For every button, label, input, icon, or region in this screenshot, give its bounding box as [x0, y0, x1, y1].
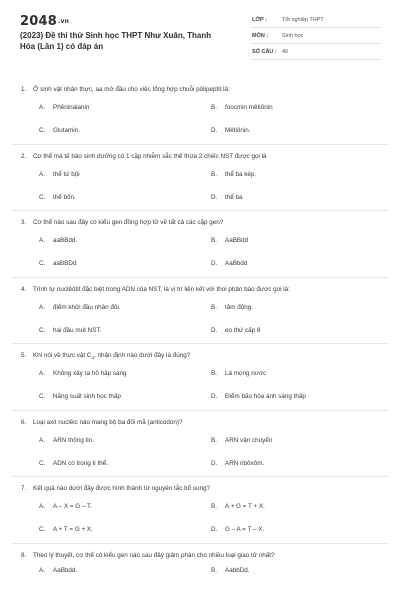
option-letter: C. [39, 260, 46, 267]
option-text: eo thứ cấp 8 [225, 326, 261, 334]
option-d[interactable] [211, 526, 264, 533]
meta-count [252, 46, 380, 60]
option-letter: C. [39, 393, 46, 400]
option-letter: D. [211, 526, 218, 533]
question-stem [21, 219, 389, 226]
option-letter: A. [39, 170, 45, 178]
option-letter: C. [39, 526, 46, 533]
question-item [12, 278, 388, 345]
option-d[interactable] [211, 393, 306, 400]
option-b[interactable] [211, 567, 250, 574]
question-item [12, 344, 388, 411]
option-letter: B. [211, 170, 217, 178]
question-text-rest: , nhận định nào dưới đây là đúng? [93, 352, 191, 359]
question-item [12, 145, 388, 212]
option-d[interactable] [211, 460, 264, 467]
option-text: A + G = T + X. [225, 503, 265, 510]
option-b[interactable] [211, 437, 272, 444]
option-c[interactable] [39, 393, 121, 400]
option-a[interactable] [39, 567, 77, 574]
option-a[interactable] [39, 503, 92, 510]
option-letter: B. [211, 503, 217, 510]
question-item [12, 78, 388, 145]
option-b[interactable] [211, 304, 253, 311]
question-list [0, 78, 400, 600]
option-letter: B. [211, 370, 217, 377]
option-text: ARN thông tin. [53, 436, 94, 444]
option-letter: A. [39, 303, 45, 311]
question-stem [21, 552, 389, 559]
option-letter: C. [39, 193, 46, 201]
meta-class-label: LỚP : [252, 17, 267, 23]
option-text: Mêtiônin. [225, 127, 251, 134]
option-b[interactable] [211, 171, 256, 178]
option-text: AaBbdd [225, 260, 248, 267]
option-text: thể ba [225, 193, 243, 201]
option-letter: A. [39, 566, 45, 574]
option-d[interactable] [211, 127, 251, 134]
question-text-subscript: 4 [91, 355, 94, 361]
option-a[interactable] [39, 237, 77, 244]
question-text: Ở sinh vật nhân thực, aa mở đầu cho việc tổng hợp chuỗi pôlipeptit là: [33, 86, 230, 93]
option-b[interactable] [211, 370, 266, 377]
question-stem [21, 86, 389, 93]
option-text: A – X = G – T. [53, 503, 92, 510]
question-number: 7. [21, 485, 27, 492]
option-c[interactable] [39, 194, 76, 201]
question-item [12, 211, 388, 278]
option-letter: C. [39, 127, 46, 134]
meta-count-label: SỐ CÂU : [252, 49, 277, 55]
option-text: điểm khởi đầu nhân đôi. [53, 303, 121, 311]
question-stem [21, 153, 389, 160]
option-c[interactable] [39, 127, 80, 134]
option-b[interactable] [211, 503, 265, 510]
question-text: Trình tự nuclêôtit đặc biệt trong ADN của NST, là vị trí liên kết với thoi phân bào được gọi là: [33, 285, 290, 293]
question-text: Kết quả nào dưới đây được hình thành từ nguyên tắc bổ sung? [33, 485, 211, 492]
question-stem [21, 352, 389, 360]
option-letter: B. [211, 237, 217, 244]
meta-count-value: 40 [282, 49, 289, 55]
option-c[interactable] [39, 327, 101, 334]
option-text: thể bốn. [53, 193, 76, 201]
option-letter: C. [39, 459, 46, 467]
option-letter: D. [211, 393, 218, 400]
meta-class-value: Tốt nghiệp THPT [282, 17, 324, 23]
option-text: AaBbdd. [53, 566, 78, 574]
exam-meta [252, 14, 380, 62]
option-letter: A. [39, 370, 45, 377]
option-letter: D. [211, 459, 218, 467]
question-number: 2. [21, 152, 27, 160]
exam-title: (2023) Đề thi thử Sinh học THPT Như Xuân, Thanh Hóa (Lần 1) có đáp án [20, 31, 212, 51]
question-item [12, 477, 388, 544]
option-text: ADN có trong ti thể. [53, 459, 108, 467]
option-letter: A. [39, 237, 45, 244]
meta-class [252, 14, 380, 28]
option-a[interactable] [39, 437, 94, 444]
question-number: 3. [21, 219, 27, 226]
question-number: 4. [21, 285, 27, 293]
option-d[interactable] [211, 260, 247, 267]
question-text: Loại axit nuclêic nào mang bộ ba đối mã (anticodon)? [33, 418, 183, 426]
option-letter: A. [39, 503, 45, 510]
option-a[interactable] [39, 370, 127, 377]
option-c[interactable] [39, 526, 93, 533]
question-stem [21, 419, 389, 426]
option-b[interactable] [211, 104, 273, 111]
option-text: G – A = T – X. [225, 526, 265, 533]
option-text: Phêninalanin [53, 104, 90, 111]
option-d[interactable] [211, 194, 243, 201]
brand-logo[interactable] [20, 14, 69, 29]
question-item [12, 411, 388, 478]
option-text: hai đầu mút NST. [53, 326, 102, 334]
question-text: Cơ thể nào sau đây có kiểu gen đồng hợp tử về tất cả các cặp gen? [33, 219, 224, 226]
option-d[interactable] [211, 327, 260, 334]
option-text: foocmin mêtiônin [225, 104, 273, 111]
option-letter: B. [211, 303, 217, 311]
meta-subject-value: Sinh học [282, 33, 304, 39]
option-letter: B. [211, 436, 217, 444]
question-text: Cơ thể mà tế bào sinh dưỡng có 1 cặp nhiễm sắc thể thừa 2 chiếc NST được gọi là [33, 152, 267, 160]
option-a[interactable] [39, 304, 121, 311]
option-text: AaBBdd [225, 237, 249, 244]
option-text: Glutamin. [53, 127, 80, 134]
option-letter: D. [211, 127, 218, 134]
option-text: aaBBDd [53, 260, 77, 267]
question-number: 5. [21, 352, 27, 359]
meta-subject [252, 30, 380, 44]
option-text: thể tứ bội [53, 170, 80, 178]
meta-subject-label: MÔN : [252, 33, 269, 39]
option-text: A + T = G + X. [53, 526, 93, 533]
question-stem [21, 286, 389, 293]
option-a[interactable] [39, 171, 80, 178]
option-letter: B. [211, 566, 217, 574]
option-letter: D. [211, 193, 218, 201]
option-c[interactable] [39, 260, 76, 267]
brand-suffix: .vn [57, 18, 70, 25]
question-number: 1. [21, 86, 27, 93]
option-text: Lá mọng nước [225, 370, 267, 377]
option-text: thể ba kép. [225, 170, 257, 178]
option-letter: A. [39, 104, 45, 111]
option-text: Không xảy ra hô hấp sáng [53, 370, 127, 377]
question-text: Khi nói về thực vật C [33, 352, 92, 359]
brand-name: 2048 [20, 14, 57, 29]
option-text: tâm động. [225, 303, 254, 311]
option-text: ARN vận chuyển [225, 436, 273, 444]
option-letter: C. [39, 326, 46, 334]
question-number: 8. [21, 551, 27, 559]
option-letter: B. [211, 104, 217, 111]
question-item [12, 544, 388, 600]
option-text: Điểm bão hòa ánh sáng thấp [225, 393, 306, 400]
page-header [0, 0, 400, 64]
question-number: 6. [21, 418, 27, 426]
option-c[interactable] [39, 460, 108, 467]
question-stem [21, 485, 389, 492]
option-text: Năng suất sinh học thấp [53, 393, 121, 400]
option-letter: D. [211, 260, 218, 267]
option-text: aaBBdd. [53, 237, 78, 244]
option-b[interactable] [211, 237, 248, 244]
question-text: Theo lý thuyết, cơ thể có kiểu gen nào sau đây giảm phân cho nhiều loại giao tử nhất? [33, 551, 275, 559]
option-letter: A. [39, 436, 45, 444]
option-text: ARN ribôxôm. [225, 459, 265, 467]
option-a[interactable] [39, 104, 89, 111]
option-letter: D. [211, 326, 218, 334]
option-text: AabbDd. [225, 566, 250, 574]
